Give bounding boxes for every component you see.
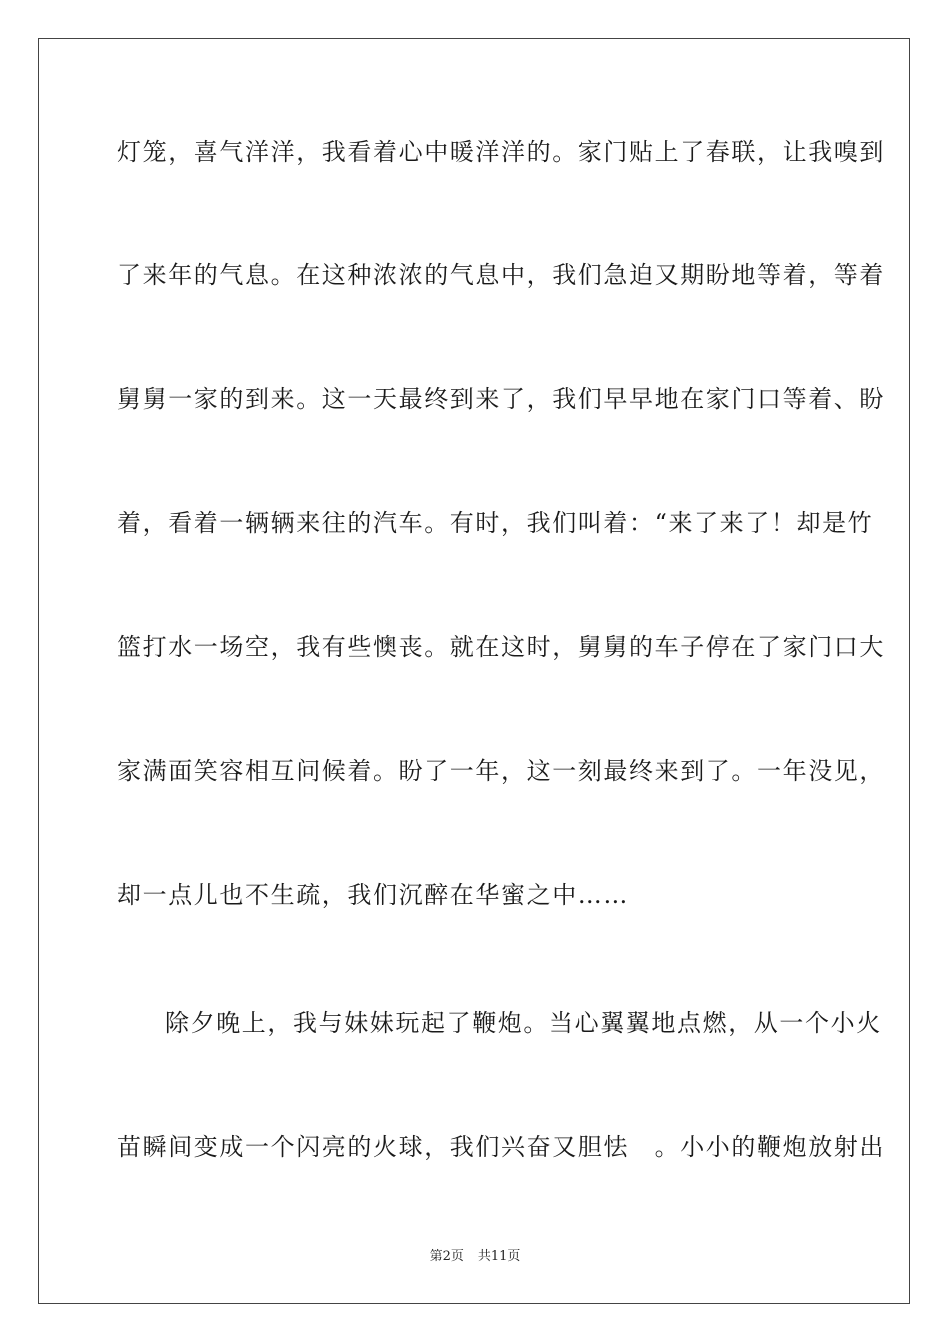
page-border bbox=[38, 38, 910, 1304]
paragraph-line: 篮打水一场空，我有些懊丧。就在这时，舅舅的车子停在了家门口大 bbox=[117, 633, 885, 661]
paragraph-line: 苗瞬间变成一个闪亮的火球，我们兴奋又胆怯 。小小的鞭炮放射出 bbox=[117, 1133, 885, 1161]
page-number-total: 共11页 bbox=[477, 1249, 521, 1264]
paragraph-line: 却一点儿也不生疏，我们沉醉在华蜜之中…… bbox=[117, 881, 629, 909]
page-footer bbox=[0, 1248, 950, 1266]
paragraph-line: 了来年的气息。在这种浓浓的气息中，我们急迫又期盼地等着，等着 bbox=[117, 261, 885, 289]
paragraph-line: 灯笼，喜气洋洋，我看着心中暖洋洋的。家门贴上了春联，让我嗅到 bbox=[117, 138, 885, 166]
paragraph-line-indented: 除夕晚上，我与妹妹玩起了鞭炮。当心翼翼地点燃，从一个小火 bbox=[165, 1009, 882, 1037]
paragraph-line: 着，看着一辆辆来往的汽车。有时，我们叫着：“来了来了！却是竹 bbox=[117, 509, 874, 537]
paragraph-line: 舅舅一家的到来。这一天最终到来了，我们早早地在家门口等着、盼 bbox=[117, 385, 885, 413]
paragraph-line: 家满面笑容相互问候着。盼了一年，这一刻最终来到了。一年没见， bbox=[117, 757, 885, 785]
page-number-current: 第2页 bbox=[429, 1249, 464, 1264]
